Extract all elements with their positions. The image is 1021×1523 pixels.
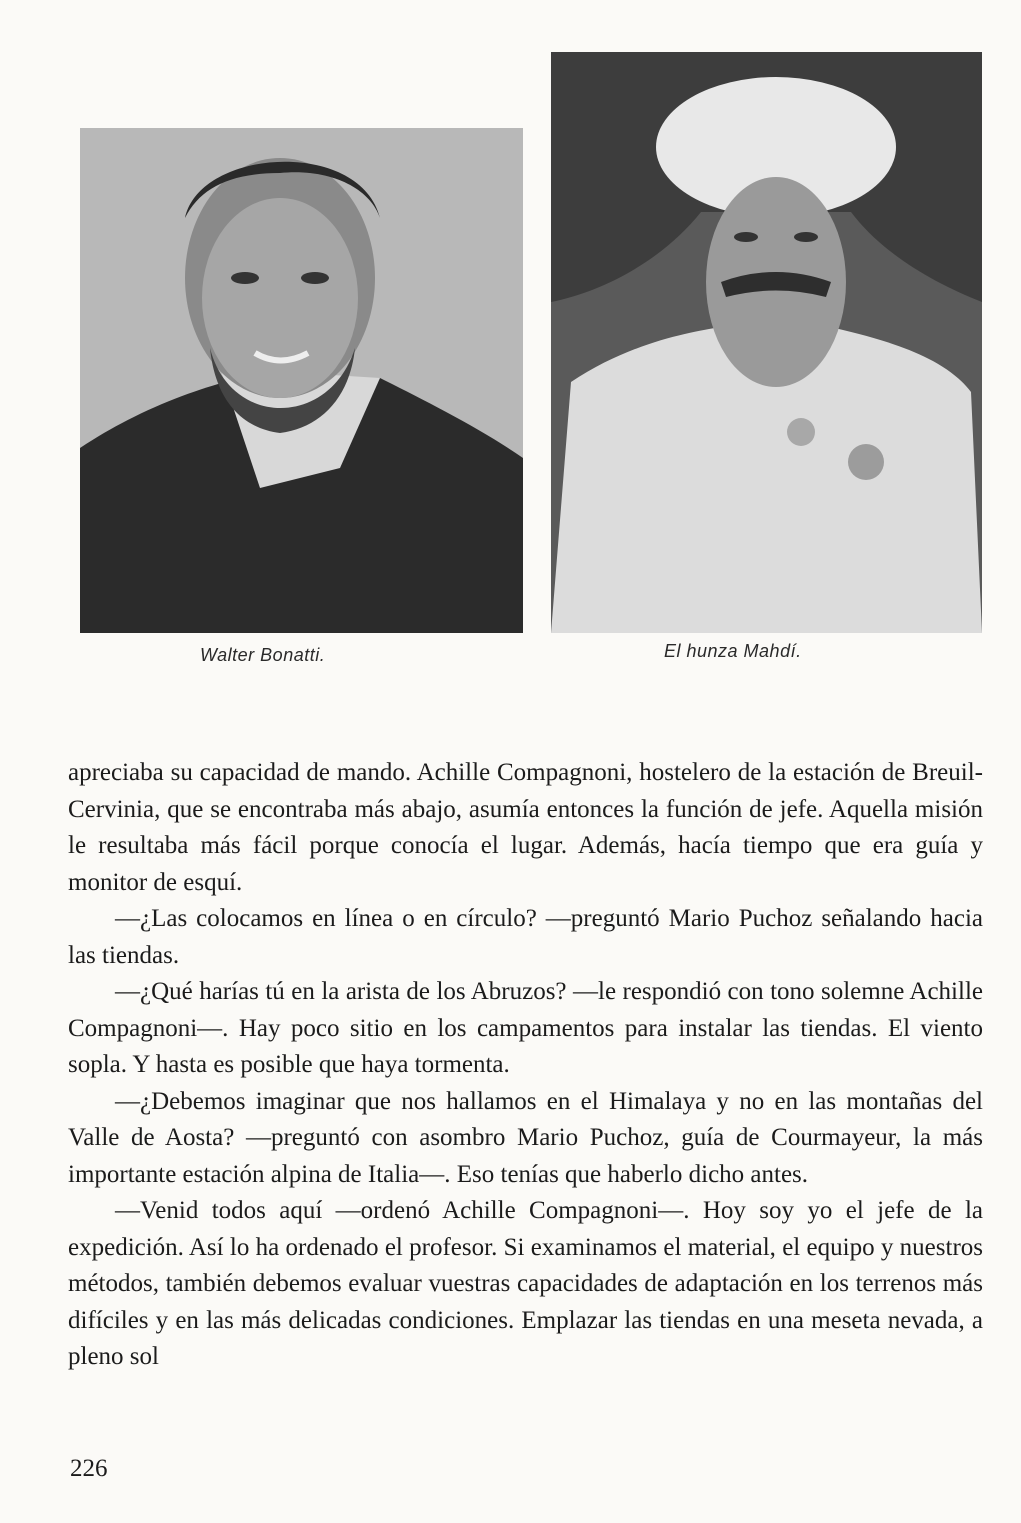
photo-hunza-mahdi: [551, 52, 982, 633]
caption-right: El hunza Mahdí.: [664, 641, 802, 661]
photo-walter-bonatti: [80, 128, 523, 633]
caption-left: Walter Bonatti.: [200, 645, 326, 665]
page-number: 226: [70, 1455, 108, 1482]
portrait-left-drawing: [80, 128, 523, 633]
portrait-right-drawing: [551, 52, 982, 633]
paragraph: apreciaba su capacidad de mando. Achille Compagnoni, hostelero de la estación de Breuil-Cervinia, que se encontraba más abajo, asumía entonces la función de jefe. Aquella misión le resultaba más fácil porque conocía el lugar. Además, hacía tiempo que era guía y monitor de esquí.: [68, 759, 983, 896]
paragraph: —¿Debemos imaginar que nos hallamos en el Himalaya y no en las montañas del Valle de Aosta? —preguntó con asombro Mario Puchoz, guía de Courmayeur, la más importante estación alpina de Italia—. Eso tenías que haberlo dicho antes.: [68, 1087, 983, 1188]
paragraph: —Venid todos aquí —ordenó Achille Compagnoni—. Hoy soy yo el jefe de la expedición. Así lo ha ordenado el profesor. Si examinamos el material, el equipo y nuestros métodos, también debemos evaluar vuestras capacidades de adaptación en los terrenos más difíciles y en las más delicadas condiciones. Emplazar las tiendas en una meseta nevada, a pleno sol: [68, 1197, 983, 1370]
paragraph: —¿Qué harías tú en la arista de los Abruzos? —le respondió con tono solemne Achille Compagnoni—. Hay poco sitio en los campamentos para instalar las tiendas. El viento sopla. Y hasta es posible que haya tormenta.: [68, 978, 983, 1078]
paragraph: —¿Las colocamos en línea o en círculo? —preguntó Mario Puchoz señalando hacia las tiendas.: [68, 905, 983, 969]
body-text: [68, 755, 983, 1376]
